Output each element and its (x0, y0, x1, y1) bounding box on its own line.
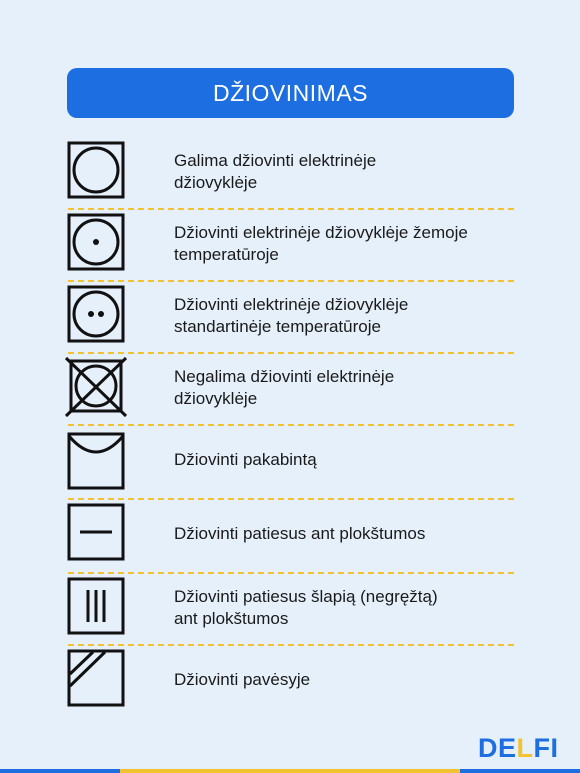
list-item (0, 352, 580, 424)
tumble-dry-low-icon (66, 212, 130, 276)
item-label: Džiovinti elektrinėje džiovyklėje žemoje temperatūroje (174, 223, 468, 264)
section-title-text: DŽIOVINIMAS (212, 79, 368, 106)
item-label: Džiovinti pavėsyje (174, 670, 311, 689)
list-item (0, 644, 580, 716)
item-label: Negalima džiovinti elektrinėje džiovyklėje (174, 367, 395, 408)
tumble-dry-icon (66, 140, 130, 204)
list-item (0, 280, 580, 352)
item-label: Galima džiovinti elektrinėje džiovyklėje (174, 151, 377, 192)
drip-dry-flat-icon (66, 576, 130, 640)
tumble-dry-normal-icon (66, 284, 130, 348)
item-label: Džiovinti patiesus ant plokštumos (174, 524, 426, 543)
dry-flat-icon (66, 502, 130, 566)
list-item (0, 498, 580, 570)
list-item (0, 208, 580, 280)
delfi-logo: DELFI (478, 733, 559, 763)
item-label: Džiovinti elektrinėje džiovyklėje standartinėje temperatūroje (174, 295, 409, 336)
section-title (67, 68, 514, 118)
list-item (0, 136, 580, 208)
line-dry-icon (66, 428, 130, 492)
dry-in-shade-icon (66, 648, 130, 712)
footer-color-bar (0, 769, 580, 773)
list-item (0, 424, 580, 496)
do-not-tumble-dry-icon (62, 356, 130, 420)
item-label: Džiovinti patiesus šlapią (negręžtą) ant plokštumos (174, 587, 438, 628)
item-label: Džiovinti pakabintą (174, 450, 317, 469)
list-item (0, 572, 580, 644)
